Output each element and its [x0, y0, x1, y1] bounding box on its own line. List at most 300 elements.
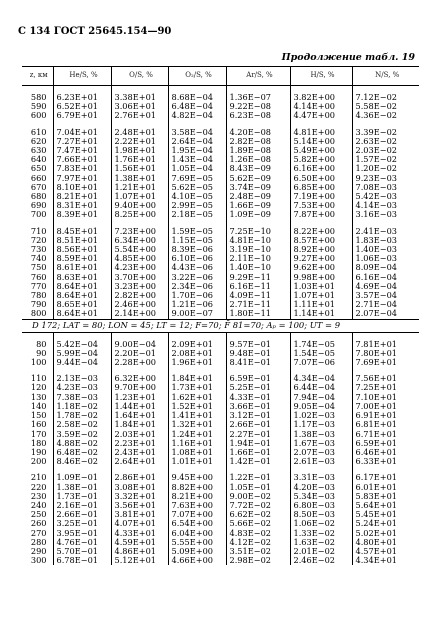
- value-cell: 9.45E+00: [168, 473, 226, 482]
- value-cell: 1.38E−03: [290, 430, 352, 439]
- value-cell: 4.07E+01: [111, 519, 168, 528]
- value-cell: 1.67E−03: [290, 439, 352, 448]
- value-cell: 5.45E+01: [352, 510, 419, 519]
- value-cell: 2.43E+01: [111, 448, 168, 457]
- altitude-cell: 800: [30, 309, 47, 319]
- value-cell: 6.62E−02: [226, 510, 290, 519]
- value-cell: 5.58E−02: [352, 102, 419, 111]
- value-cell: 2.82E+00: [111, 291, 168, 300]
- value-cell: 1.98E+01: [111, 146, 168, 155]
- table-row: [22, 128, 419, 137]
- value-cell: 2.16E−01: [53, 501, 111, 510]
- spacer-cell: [290, 220, 352, 227]
- altitude-cell: 710: [30, 226, 47, 236]
- table-row: [22, 254, 419, 263]
- value-cell: 1.18E−02: [53, 402, 111, 411]
- value-cell: 4.12E−02: [226, 538, 290, 547]
- altitude-cell: 790: [30, 300, 47, 310]
- value-cell: 7.23E+00: [111, 227, 168, 236]
- value-cell: 7.12E−02: [352, 93, 419, 102]
- spacer-cell: [352, 367, 419, 374]
- column-header: N/S, %: [352, 67, 419, 86]
- table-row: [22, 383, 419, 392]
- table-row: [22, 263, 419, 272]
- value-cell: 5.54E+00: [111, 245, 168, 254]
- value-cell: 1.74E−05: [290, 340, 352, 349]
- altitude-cell: 240: [30, 500, 47, 510]
- altitude-cell: 270: [30, 528, 47, 538]
- value-cell: 7.19E+00: [290, 192, 352, 201]
- value-cell: 8.41E−01: [226, 358, 290, 367]
- table-row: [22, 448, 419, 457]
- value-cell: 8.56E+01: [53, 245, 111, 254]
- value-cell: 8.64E+01: [53, 291, 111, 300]
- altitude-cell: 200: [30, 457, 47, 467]
- value-cell: 6.16E−04: [352, 273, 419, 282]
- value-cell: 4.47E+00: [290, 111, 352, 120]
- value-cell: 4.33E+01: [111, 529, 168, 538]
- altitude-cell: 100: [30, 358, 47, 368]
- spacer-cell: [53, 220, 111, 227]
- value-cell: 3.22E−06: [168, 273, 226, 282]
- altitude-cell: 260: [30, 519, 47, 529]
- altitude-cell: 110: [30, 374, 47, 384]
- value-cell: 2.23E+01: [111, 439, 168, 448]
- value-cell: 7.00E+01: [352, 402, 419, 411]
- value-cell: 6.48E−04: [168, 102, 226, 111]
- value-cell: 4.81E+00: [290, 128, 352, 137]
- value-cell: 1.54E−05: [290, 349, 352, 358]
- value-cell: 1.05E−01: [226, 483, 290, 492]
- table-row: [22, 174, 419, 183]
- spacer-cell: [168, 332, 226, 340]
- value-cell: 2.82E−08: [226, 137, 290, 146]
- value-cell: 6.54E+00: [168, 519, 226, 528]
- value-cell: 4.83E−02: [226, 529, 290, 538]
- value-cell: 3.32E+01: [111, 492, 168, 501]
- value-cell: 4.20E−08: [226, 128, 290, 137]
- value-cell: 5.64E+01: [352, 501, 419, 510]
- spacer-cell: [111, 121, 168, 128]
- value-cell: 3.81E+01: [111, 510, 168, 519]
- page-header: С 134 ГОСТ 25645.154—90: [18, 26, 172, 37]
- value-cell: 1.94E−01: [226, 439, 290, 448]
- column-header: O₂/S, %: [168, 67, 226, 86]
- spacer-cell: [290, 86, 352, 94]
- value-cell: 1.62E+01: [168, 393, 226, 402]
- spacer-cell: [290, 367, 352, 374]
- value-cell: 9.05E−04: [290, 402, 352, 411]
- value-cell: 1.56E+01: [111, 164, 168, 173]
- value-cell: 8.50E−03: [290, 510, 352, 519]
- altitude-cell: 630: [30, 146, 47, 156]
- value-cell: 4.59E+01: [111, 538, 168, 547]
- altitude-cell: 670: [30, 182, 47, 192]
- value-cell: 2.61E−03: [290, 457, 352, 466]
- table-row: [22, 111, 419, 120]
- column-header: Ar/S, %: [226, 67, 290, 86]
- value-cell: 1.84E+01: [168, 374, 226, 383]
- value-cell: 5.42E−04: [53, 340, 111, 349]
- value-cell: 5.62E−05: [168, 183, 226, 192]
- altitude-cell: 610: [30, 127, 47, 137]
- spacer-cell: [226, 121, 290, 128]
- value-cell: 4.88E−02: [53, 439, 111, 448]
- table-row: [22, 192, 419, 201]
- value-cell: 6.59E+01: [352, 439, 419, 448]
- table-row: [22, 430, 419, 439]
- altitude-cell: 180: [30, 438, 47, 448]
- value-cell: 1.01E+01: [168, 457, 226, 466]
- value-cell: 6.50E+00: [290, 174, 352, 183]
- spacer-cell: [290, 121, 352, 128]
- data-table: [22, 66, 419, 565]
- value-cell: 1.15E−05: [168, 236, 226, 245]
- value-cell: 4.10E−05: [168, 192, 226, 201]
- value-cell: 1.07E+01: [290, 291, 352, 300]
- value-cell: 8.45E+01: [53, 227, 111, 236]
- column-header: O/S, %: [111, 67, 168, 86]
- value-cell: 5.25E−01: [226, 383, 290, 392]
- value-cell: 2.98E−02: [226, 556, 290, 565]
- value-cell: 7.97E+01: [53, 174, 111, 183]
- value-cell: 1.05E−04: [168, 164, 226, 173]
- value-cell: 7.56E+01: [352, 374, 419, 383]
- table-row: [22, 210, 419, 219]
- value-cell: 5.14E+00: [290, 137, 352, 146]
- value-cell: 3.31E−03: [290, 473, 352, 482]
- table-row: [22, 538, 419, 547]
- value-cell: 6.46E+01: [352, 448, 419, 457]
- value-cell: 1.83E−03: [352, 236, 419, 245]
- altitude-cell: 620: [30, 136, 47, 146]
- value-cell: 4.20E−03: [290, 483, 352, 492]
- altitude-cell: 660: [30, 173, 47, 183]
- value-cell: 8.59E+01: [53, 254, 111, 263]
- value-cell: 1.70E−06: [168, 291, 226, 300]
- value-cell: 1.20E−02: [352, 164, 419, 173]
- value-cell: 6.91E+01: [352, 411, 419, 420]
- value-cell: 4.09E−11: [226, 291, 290, 300]
- table-continuation-label: Продолжение табл. 19: [281, 52, 415, 63]
- value-cell: 6.78E−01: [53, 556, 111, 565]
- table-row: [22, 137, 419, 146]
- value-cell: 3.23E+00: [111, 282, 168, 291]
- value-cell: 8.63E+01: [53, 273, 111, 282]
- value-cell: 6.44E−04: [290, 383, 352, 392]
- table-row: [22, 349, 419, 358]
- value-cell: 1.43E−04: [168, 155, 226, 164]
- spacer-cell: [168, 220, 226, 227]
- spacer-cell: [352, 466, 419, 473]
- value-cell: 1.76E+01: [111, 155, 168, 164]
- value-cell: 5.70E−01: [53, 547, 111, 556]
- value-cell: 7.94E−04: [290, 393, 352, 402]
- spacer-cell: [22, 466, 53, 473]
- spacer-cell: [22, 332, 53, 340]
- table-row: [22, 164, 419, 173]
- value-cell: 8.51E+01: [53, 236, 111, 245]
- value-cell: 3.59E−02: [53, 430, 111, 439]
- value-cell: 1.22E−01: [226, 473, 290, 482]
- spacer-cell: [22, 121, 53, 128]
- altitude-cell: 730: [30, 245, 47, 255]
- value-cell: 2.99E−05: [168, 201, 226, 210]
- table-row: [22, 483, 419, 492]
- spacer-cell: [226, 332, 290, 340]
- value-cell: 2.27E−01: [226, 430, 290, 439]
- value-cell: 3.74E−09: [226, 183, 290, 192]
- altitude-cell: 640: [30, 155, 47, 165]
- value-cell: 1.63E−02: [290, 538, 352, 547]
- table-row: [22, 236, 419, 245]
- value-cell: 2.66E−01: [226, 420, 290, 429]
- value-cell: 6.16E−11: [226, 282, 290, 291]
- altitude-cell: 580: [30, 93, 47, 102]
- value-cell: 5.49E+00: [290, 146, 352, 155]
- spacer-cell: [352, 220, 419, 227]
- value-cell: 6.04E+00: [168, 529, 226, 538]
- spacer-cell: [290, 466, 352, 473]
- spacer-cell: [352, 121, 419, 128]
- value-cell: 8.57E+00: [290, 236, 352, 245]
- table-row: [22, 340, 419, 349]
- value-cell: 6.34E+00: [111, 236, 168, 245]
- table-row: [22, 291, 419, 300]
- value-cell: 2.48E+01: [111, 128, 168, 137]
- spacer-cell: [226, 220, 290, 227]
- value-cell: 1.38E+01: [111, 174, 168, 183]
- value-cell: 1.64E+01: [111, 411, 168, 420]
- value-cell: 1.57E−02: [352, 155, 419, 164]
- value-cell: 2.03E+01: [111, 430, 168, 439]
- value-cell: 2.71E−11: [226, 300, 290, 309]
- value-cell: 8.21E+00: [168, 492, 226, 501]
- value-cell: 2.09E+01: [168, 340, 226, 349]
- value-cell: 9.48E−01: [226, 349, 290, 358]
- value-cell: 6.23E−08: [226, 111, 290, 120]
- altitude-cell: 290: [30, 546, 47, 556]
- table-row: [22, 146, 419, 155]
- value-cell: 7.69E+01: [352, 358, 419, 367]
- value-cell: 4.33E−01: [226, 393, 290, 402]
- value-cell: 2.41E−03: [352, 227, 419, 236]
- value-cell: 1.73E+01: [168, 383, 226, 392]
- column-header: z, км: [22, 67, 53, 86]
- altitude-cell: 760: [30, 272, 47, 282]
- value-cell: 1.96E+01: [168, 358, 226, 367]
- value-cell: 4.86E+01: [111, 547, 168, 556]
- table-row: [22, 473, 419, 482]
- value-cell: 1.09E−01: [53, 473, 111, 482]
- value-cell: 1.26E−08: [226, 155, 290, 164]
- altitude-cell: 650: [30, 164, 47, 174]
- value-cell: 5.82E+00: [290, 155, 352, 164]
- value-cell: 5.66E−02: [226, 519, 290, 528]
- value-cell: 1.95E−04: [168, 146, 226, 155]
- table-row: [22, 374, 419, 383]
- spacer-cell: [290, 332, 352, 340]
- table-row: [22, 245, 419, 254]
- value-cell: 8.10E+01: [53, 183, 111, 192]
- altitude-cell: 700: [30, 210, 47, 220]
- value-cell: 8.65E+01: [53, 300, 111, 309]
- value-cell: 7.08E−03: [352, 183, 419, 192]
- value-cell: 4.81E−10: [226, 236, 290, 245]
- spacer-cell: [226, 367, 290, 374]
- value-cell: 6.71E+01: [352, 430, 419, 439]
- value-cell: 5.99E−04: [53, 349, 111, 358]
- value-cell: 6.16E+00: [290, 164, 352, 173]
- spacer-cell: [168, 367, 226, 374]
- value-cell: 3.16E−03: [352, 210, 419, 219]
- value-cell: 2.46E−02: [290, 556, 352, 565]
- value-cell: 2.86E+01: [111, 473, 168, 482]
- spacer-cell: [111, 466, 168, 473]
- value-cell: 9.40E+00: [111, 201, 168, 210]
- value-cell: 1.23E+01: [111, 393, 168, 402]
- value-cell: 3.82E+00: [290, 93, 352, 102]
- value-cell: 3.08E+01: [111, 483, 168, 492]
- value-cell: 8.68E−04: [168, 93, 226, 102]
- value-cell: 1.84E+01: [111, 420, 168, 429]
- altitude-cell: 680: [30, 192, 47, 202]
- value-cell: 2.22E+01: [111, 137, 168, 146]
- spacer-cell: [53, 332, 111, 340]
- value-cell: 8.09E−04: [352, 263, 419, 272]
- table-row: [22, 529, 419, 538]
- value-cell: 5.42E−03: [352, 192, 419, 201]
- value-cell: 6.79E+01: [53, 111, 111, 120]
- altitude-cell: 690: [30, 201, 47, 211]
- value-cell: 1.21E−06: [168, 300, 226, 309]
- table-row: [22, 300, 419, 309]
- table-row: [22, 102, 419, 111]
- value-cell: 1.08E+01: [168, 448, 226, 457]
- value-cell: 4.43E−06: [168, 263, 226, 272]
- value-cell: 3.95E−01: [53, 529, 111, 538]
- value-cell: 9.27E+00: [290, 254, 352, 263]
- table-row: [22, 155, 419, 164]
- spacer-cell: [111, 367, 168, 374]
- value-cell: 6.59E−01: [226, 374, 290, 383]
- spacer-cell: [111, 220, 168, 227]
- value-cell: 3.66E−01: [226, 402, 290, 411]
- value-cell: 9.98E+00: [290, 273, 352, 282]
- value-cell: 3.06E+01: [111, 102, 168, 111]
- value-cell: 6.81E+01: [352, 420, 419, 429]
- value-cell: 1.52E+01: [168, 402, 226, 411]
- value-cell: 8.22E+00: [290, 227, 352, 236]
- altitude-cell: 160: [30, 420, 47, 430]
- value-cell: 1.06E−02: [290, 519, 352, 528]
- value-cell: 6.10E−06: [168, 254, 226, 263]
- row-spacer: [22, 121, 419, 128]
- value-cell: 9.70E+00: [111, 383, 168, 392]
- table-body: [22, 86, 419, 566]
- value-cell: 4.23E+00: [111, 263, 168, 272]
- table-row: [22, 411, 419, 420]
- value-cell: 1.78E−02: [53, 411, 111, 420]
- value-cell: 4.14E+00: [290, 102, 352, 111]
- value-cell: 1.40E−03: [352, 245, 419, 254]
- altitude-cell: 600: [30, 111, 47, 121]
- value-cell: 7.66E+01: [53, 155, 111, 164]
- value-cell: 2.07E−04: [352, 309, 419, 319]
- value-cell: 4.76E−01: [53, 538, 111, 547]
- column-header: H/S, %: [290, 67, 352, 86]
- value-cell: 2.71E−04: [352, 300, 419, 309]
- value-cell: 1.36E−07: [226, 93, 290, 102]
- value-cell: 8.82E+00: [168, 483, 226, 492]
- value-cell: 3.57E−04: [352, 291, 419, 300]
- altitude-cell: 220: [30, 482, 47, 492]
- value-cell: 2.20E−01: [111, 349, 168, 358]
- value-cell: 6.23E+01: [53, 93, 111, 102]
- value-cell: 7.80E+01: [352, 349, 419, 358]
- table-row: [22, 420, 419, 429]
- table-row: [22, 227, 419, 236]
- value-cell: 6.32E+00: [111, 374, 168, 383]
- spacer-cell: [168, 86, 226, 94]
- table-row: [22, 273, 419, 282]
- value-cell: 2.58E−02: [53, 420, 111, 429]
- value-cell: 5.24E+01: [352, 519, 419, 528]
- altitude-cell: 280: [30, 537, 47, 547]
- table-row: [22, 282, 419, 291]
- value-cell: 3.51E−02: [226, 547, 290, 556]
- value-cell: 1.44E+01: [111, 402, 168, 411]
- value-cell: 8.92E+00: [290, 245, 352, 254]
- value-cell: 2.08E+01: [168, 349, 226, 358]
- table-row: [22, 393, 419, 402]
- altitude-cell: 750: [30, 263, 47, 273]
- value-cell: 4.85E+00: [111, 254, 168, 263]
- value-cell: 8.39E−06: [168, 245, 226, 254]
- value-cell: 2.76E+01: [111, 111, 168, 120]
- table-row: [22, 201, 419, 210]
- altitude-cell: 190: [30, 447, 47, 457]
- altitude-cell: 230: [30, 491, 47, 501]
- value-cell: 9.23E−03: [352, 174, 419, 183]
- value-cell: 1.73E−01: [53, 492, 111, 501]
- value-cell: 4.23E−03: [53, 383, 111, 392]
- value-cell: 3.25E−01: [53, 519, 111, 528]
- table-header-row: [22, 67, 419, 86]
- spacer-cell: [53, 367, 111, 374]
- value-cell: 2.07E−03: [290, 448, 352, 457]
- value-cell: 1.24E+01: [168, 430, 226, 439]
- value-cell: 4.80E+01: [352, 538, 419, 547]
- value-cell: 3.12E−01: [226, 411, 290, 420]
- value-cell: 7.81E+01: [352, 340, 419, 349]
- value-cell: 5.83E+01: [352, 492, 419, 501]
- value-cell: 8.64E+01: [53, 282, 111, 291]
- value-cell: 7.83E+01: [53, 164, 111, 173]
- value-cell: 1.32E+01: [168, 420, 226, 429]
- table-row: [22, 547, 419, 556]
- value-cell: 1.17E−03: [290, 420, 352, 429]
- value-cell: 1.41E+01: [168, 411, 226, 420]
- table-row: [22, 309, 419, 319]
- altitude-cell: 120: [30, 383, 47, 393]
- value-cell: 2.66E−01: [53, 510, 111, 519]
- value-cell: 1.03E+01: [290, 282, 352, 291]
- value-cell: 1.80E−11: [226, 309, 290, 319]
- value-cell: 3.19E−10: [226, 245, 290, 254]
- value-cell: 6.80E−03: [290, 501, 352, 510]
- table-row: [22, 501, 419, 510]
